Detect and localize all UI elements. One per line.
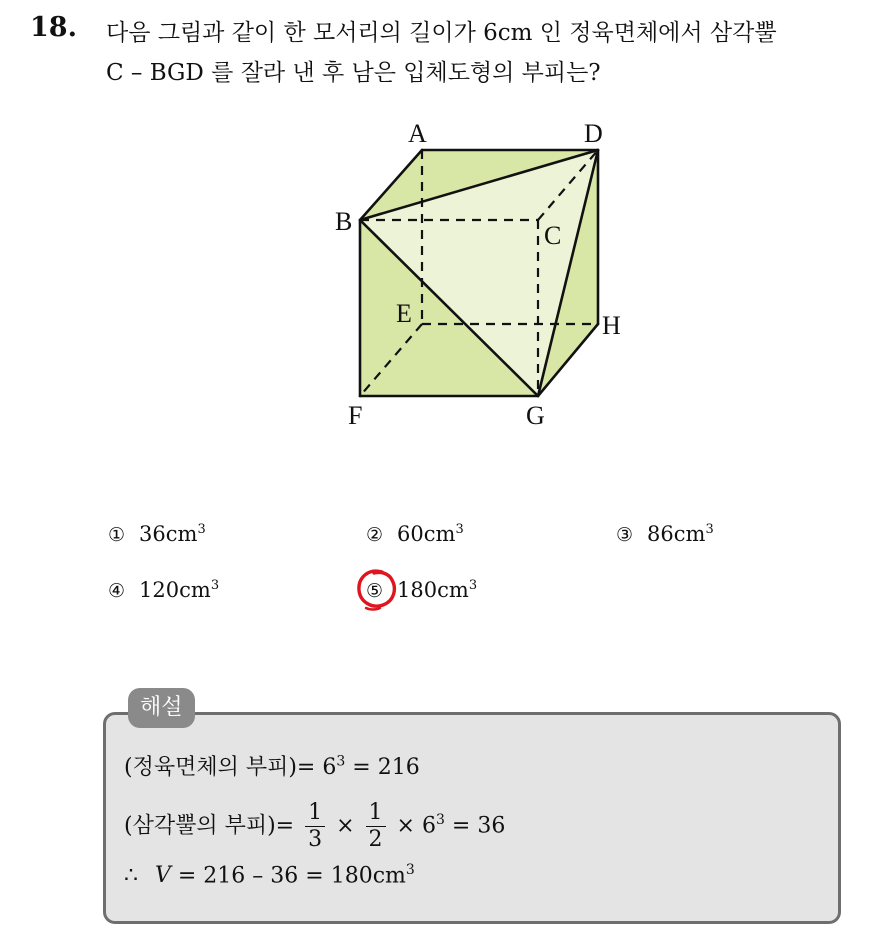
vertex-label-D: D	[584, 119, 603, 148]
solution-line-2-mid: × 6	[396, 813, 436, 839]
solution-line-2-exp: 3	[435, 812, 445, 829]
choice-1-value: 36cm	[139, 522, 198, 546]
cube-figure	[330, 112, 640, 442]
choice-2-value: 60cm	[397, 522, 456, 546]
choice-4-exp: 3	[210, 578, 220, 593]
choice-3-mark: ③	[616, 524, 634, 546]
vertex-label-B: B	[335, 207, 353, 236]
choice-4[interactable]	[108, 578, 219, 602]
therefore-symbol: ∴	[124, 863, 138, 889]
solution-tab: 해설	[128, 688, 195, 728]
times-sign-1: ×	[336, 813, 355, 839]
fraction-one-third	[305, 800, 325, 853]
answer-choices	[108, 512, 808, 632]
choice-2-exp: 3	[455, 522, 464, 537]
choice-3-value: 86cm	[647, 522, 706, 546]
vertex-label-E: E	[396, 299, 412, 328]
choice-4-value: 120cm	[139, 578, 211, 602]
solution-line-2-suffix: = 36	[444, 813, 506, 839]
fraction-1-denominator: 3	[308, 827, 323, 852]
question-text-line2: C – BGD 를 잘라 낸 후 남은 입체도형의 부피는?	[106, 60, 601, 86]
solution-line-3	[124, 862, 415, 888]
choice-3[interactable]	[616, 522, 714, 546]
fraction-1-numerator: 1	[305, 800, 325, 827]
choice-2-mark: ②	[366, 524, 384, 546]
solution-line-1-suffix: = 216	[345, 755, 420, 780]
question-text-line1: 다음 그림과 같이 한 모서리의 길이가 6cm 인 정육면체에서 삼각뿔	[106, 20, 777, 46]
choice-1-mark: ①	[108, 524, 126, 546]
fraction-2-denominator: 2	[368, 827, 383, 852]
solution-line-1-prefix: (정육면체의 부피)= 6	[124, 755, 337, 780]
choice-5-value: 180cm	[397, 578, 469, 602]
vertex-label-G: G	[526, 401, 545, 430]
solution-line-1	[124, 750, 420, 781]
question-number: 18.	[30, 12, 77, 43]
fraction-2-numerator: 1	[366, 800, 386, 827]
vertex-label-H: H	[602, 311, 621, 340]
vertex-label-F: F	[348, 401, 363, 430]
solution-line-3-equation: = 216 – 36 = 180cm	[170, 863, 406, 889]
choice-5-exp: 3	[468, 578, 478, 593]
choice-2[interactable]	[366, 522, 464, 546]
vertex-label-A: A	[408, 119, 427, 148]
choice-1-exp: 3	[197, 522, 206, 537]
solution-variable-v: V	[155, 863, 171, 889]
solution-line-2	[124, 800, 505, 853]
correct-answer-circle-icon	[352, 564, 402, 614]
cube-diagram	[330, 112, 640, 442]
choice-5-mark: ⑤	[366, 580, 384, 602]
solution-line-1-exp: 3	[336, 753, 346, 770]
vertex-label-C: C	[544, 221, 562, 250]
solution-line-2-prefix: (삼각뿔의 부피)=	[124, 813, 295, 839]
solution-line-3-exp: 3	[405, 862, 415, 878]
fraction-one-half	[366, 800, 386, 853]
choice-1[interactable]	[108, 522, 206, 546]
choice-4-mark: ④	[108, 580, 126, 602]
choice-3-exp: 3	[705, 522, 714, 537]
